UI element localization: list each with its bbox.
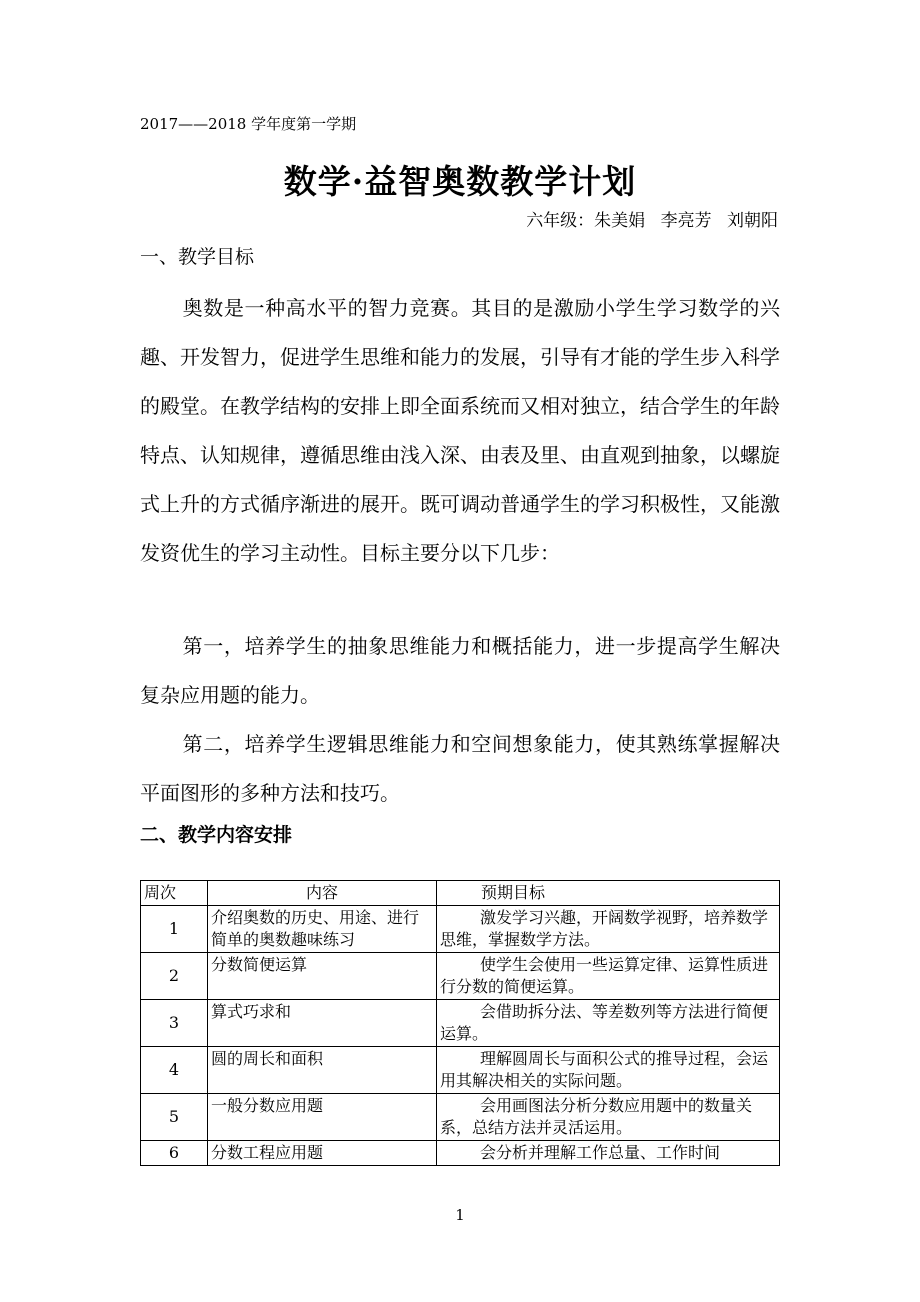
goal-text: 会分析并理解工作总量、工作时间 xyxy=(480,1143,721,1162)
goal-text: 激发学习兴趣，开阔数学视野，培养数学思维，掌握数学方法。 xyxy=(440,908,769,949)
page-title: 数学·益智奥数教学计划 xyxy=(283,162,637,201)
goal-text: 使学生会使用一些运算定律、运算性质进行分数的简便运算。 xyxy=(440,955,769,996)
table-row xyxy=(141,1047,780,1094)
table-row xyxy=(141,953,780,1000)
goals-paragraph-intro xyxy=(140,284,780,578)
goal-cell xyxy=(437,953,780,1000)
goal-cell xyxy=(437,906,780,953)
table-header-row xyxy=(141,881,780,906)
table-row xyxy=(141,1141,780,1166)
section-heading-goals: 一、教学目标 xyxy=(140,246,255,268)
content-cell: 圆的周长和面积 xyxy=(208,1047,437,1094)
goal-cell xyxy=(437,1000,780,1047)
goal-cell xyxy=(437,1047,780,1094)
goals-paragraph-first xyxy=(140,622,780,720)
column-header-goal: 预期目标 xyxy=(437,881,780,906)
schedule-table-body xyxy=(141,906,780,1166)
goal-text: 会借助拆分法、等差数列等方法进行简便运算。 xyxy=(440,1002,769,1043)
week-cell: 4 xyxy=(141,1047,208,1094)
table-row xyxy=(141,906,780,953)
column-header-week: 周次 xyxy=(141,881,208,906)
term-label: 2017——2018 学年度第一学期 xyxy=(140,115,357,133)
goals-paragraph-intro-text: 奥数是一种高水平的智力竞赛。其目的是激励小学生学习数学的兴趣、开发智力，促进学生思维和能力的发展，引导有才能的学生步入科学的殿堂。在教学结构的安排上即全面系统而又相对独立，结合学生的年龄特点、认知规律，遵循思维由浅入深、由表及里、由直观到抽象，以螺旋式上升的方式循序渐进的展开。既可调动普通学生的学习积极性，又能激发资优生的学习主动性。目标主要分以下几步： xyxy=(140,296,780,565)
week-cell: 2 xyxy=(141,953,208,1000)
week-cell: 3 xyxy=(141,1000,208,1047)
content-cell: 分数简便运算 xyxy=(208,953,437,1000)
authors-line: 六年级：朱美娟 李亮芳 刘朝阳 xyxy=(526,211,778,231)
content-cell: 算式巧求和 xyxy=(208,1000,437,1047)
section-heading-content: 二、教学内容安排 xyxy=(140,824,293,846)
table-row xyxy=(141,1094,780,1141)
schedule-table xyxy=(140,880,780,1166)
goal-cell xyxy=(437,1094,780,1141)
goals-paragraph-second xyxy=(140,720,780,818)
goal-text: 理解圆周长与面积公式的推导过程，会运用其解决相关的实际问题。 xyxy=(440,1049,769,1090)
goals-paragraph-second-text: 第二，培养学生逻辑思维能力和空间想象能力，使其熟练掌握解决平面图形的多种方法和技巧。 xyxy=(140,732,780,805)
goal-cell xyxy=(437,1141,780,1166)
content-cell: 分数工程应用题 xyxy=(208,1141,437,1166)
goals-paragraph-first-text: 第一，培养学生的抽象思维能力和概括能力，进一步提高学生解决复杂应用题的能力。 xyxy=(140,634,780,707)
week-cell: 5 xyxy=(141,1094,208,1141)
table-row xyxy=(141,1000,780,1047)
content-cell: 介绍奥数的历史、用途、进行简单的奥数趣味练习 xyxy=(208,906,437,953)
column-header-content: 内容 xyxy=(208,881,437,906)
page-number: 1 xyxy=(455,1206,465,1224)
goal-text: 会用画图法分析分数应用题中的数量关系，总结方法并灵活运用。 xyxy=(440,1096,753,1137)
content-cell: 一般分数应用题 xyxy=(208,1094,437,1141)
week-cell: 1 xyxy=(141,906,208,953)
week-cell: 6 xyxy=(141,1141,208,1166)
